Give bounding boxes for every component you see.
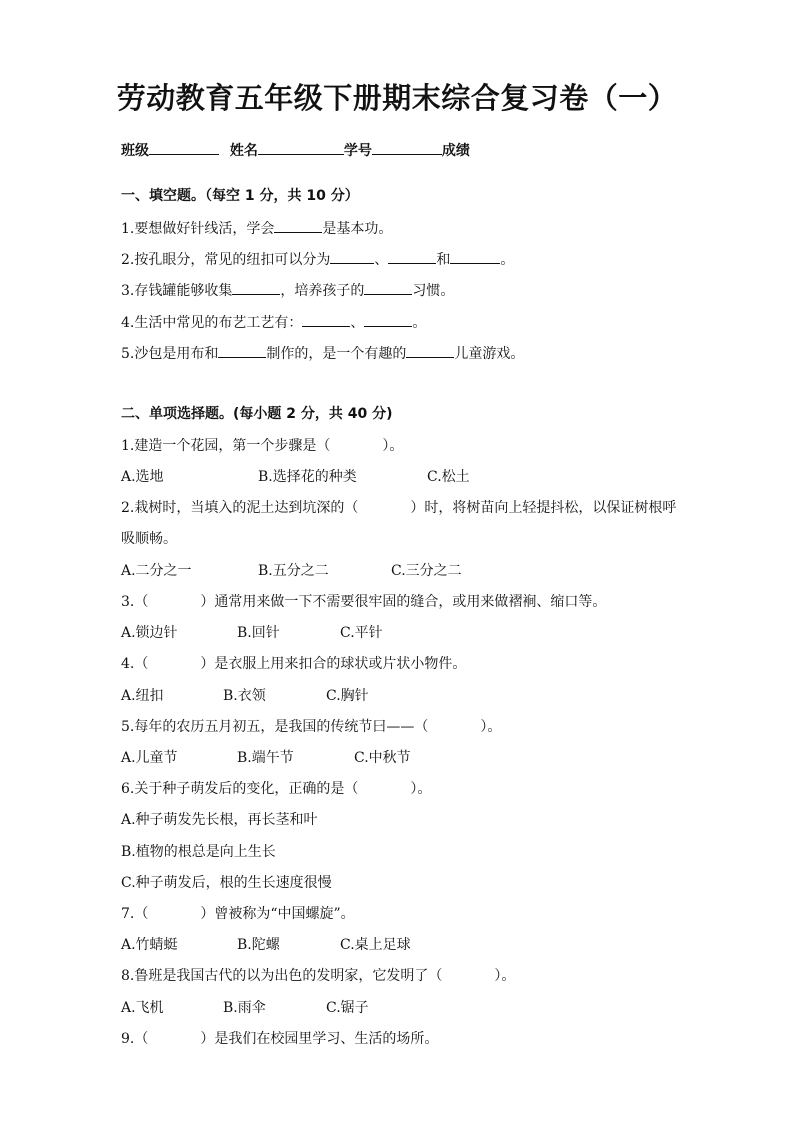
class-blank[interactable] — [149, 140, 219, 155]
option-c[interactable]: C.种子萌发后，根的生长速度很慢 — [121, 875, 332, 891]
answer-blank[interactable] — [274, 218, 322, 233]
question-text: 习惯。 — [412, 283, 455, 299]
question-text: 4.（ — [121, 656, 149, 672]
question-text: 儿童游戏。 — [454, 346, 525, 362]
option-c[interactable]: C.平针 — [340, 625, 383, 641]
question-continuation: 吸顺畅。 — [121, 531, 177, 547]
fill-question-4 — [121, 312, 734, 333]
answer-blank[interactable] — [406, 343, 454, 358]
option-b[interactable]: B.回针 — [237, 625, 280, 641]
question-text: ）曾被称为“中国螺旋”。 — [200, 906, 355, 922]
score-label: 成绩 — [441, 143, 470, 159]
option-b[interactable]: B.五分之二 — [258, 563, 329, 579]
choice-question-5 — [121, 717, 734, 737]
class-label: 班级 — [121, 143, 149, 159]
separator: 和 — [436, 252, 451, 268]
question-text: 3.存钱罐能够收集 — [121, 283, 233, 299]
question-text: ）时，将树苗向上轻提抖松，以保证树根呼 — [410, 500, 677, 516]
question-text: 6.关于种子萌发后的变化，正确的是（ — [121, 781, 359, 797]
question-text: ）。 — [410, 781, 432, 797]
question-text: 是基本功。 — [322, 221, 393, 237]
question-text: ）。 — [382, 438, 404, 454]
question-text: 2.栽树时，当填入的泥土达到坑深的（ — [121, 500, 359, 516]
question-text: 1.建造一个花园，第一个步骤是（ — [121, 438, 331, 454]
option-c[interactable]: C.胸针 — [326, 688, 369, 704]
answer-blank[interactable] — [302, 312, 350, 327]
answer-blank[interactable] — [388, 249, 436, 264]
option-a[interactable]: A.锁边针 — [121, 625, 178, 641]
question-text: 2.按孔眼分，常见的纽扣可以分为 — [121, 252, 331, 268]
option-b[interactable]: B.植物的根总是向上生长 — [121, 844, 276, 860]
option-c[interactable]: C.中秋节 — [354, 750, 411, 766]
punctuation: 。 — [500, 252, 515, 268]
option-b[interactable]: B.陀螺 — [237, 937, 280, 953]
student-info-line — [121, 140, 734, 161]
answer-blank[interactable] — [450, 249, 500, 264]
section2-heading: 二、单项选择题。(每小题 2 分，共 40 分) — [121, 406, 393, 422]
section1-heading: 一、填空题。（每空 1 分，共 10 分） — [121, 188, 359, 204]
option-b[interactable]: B.雨伞 — [223, 1000, 266, 1016]
question-text: 4.生活中常见的布艺工艺有： — [121, 315, 303, 331]
option-a[interactable]: A.二分之一 — [121, 563, 192, 579]
question-text: 制作的，是一个有趣的 — [266, 346, 407, 362]
option-b[interactable]: B.端午节 — [237, 750, 294, 766]
choice-question-4 — [121, 654, 734, 674]
choice-question-2 — [121, 498, 734, 518]
choice-question-8 — [121, 966, 734, 986]
id-blank[interactable] — [372, 140, 442, 155]
punctuation: 。 — [412, 315, 427, 331]
question-text: 1.要想做好针线活，学会 — [121, 221, 275, 237]
option-a[interactable]: A.儿童节 — [121, 750, 178, 766]
page-title: 劳动教育五年级下册期末综合复习卷（一） — [116, 81, 678, 115]
id-label: 学号 — [343, 143, 372, 159]
question-text: 5.每年的农历五月初五，是我国的传统节曰——（ — [121, 719, 429, 735]
name-label: 姓名 — [229, 143, 258, 159]
option-b[interactable]: B.选择花的种类 — [258, 469, 357, 485]
option-c[interactable]: C.松土 — [427, 469, 470, 485]
question-text: 3.（ — [121, 594, 149, 610]
option-c[interactable]: C.三分之二 — [391, 563, 462, 579]
fill-question-2 — [121, 249, 734, 270]
separator: 、 — [350, 315, 365, 331]
question-text: ）。 — [494, 968, 516, 984]
answer-blank[interactable] — [364, 312, 412, 327]
answer-blank[interactable] — [330, 249, 374, 264]
option-c[interactable]: C.锯子 — [326, 1000, 369, 1016]
question-text: ）。 — [480, 719, 502, 735]
fill-question-1 — [121, 218, 734, 239]
answer-blank[interactable] — [364, 280, 412, 295]
choice-question-1 — [121, 436, 734, 456]
option-a[interactable]: A.种子萌发先长根，再长茎和叶 — [121, 812, 318, 828]
name-blank[interactable] — [258, 140, 344, 155]
option-a[interactable]: A.竹蜻蜓 — [121, 937, 178, 953]
question-text: ）是我们在校园里学习、生活的场所。 — [200, 1031, 439, 1047]
fill-question-5 — [121, 343, 734, 364]
option-a[interactable]: A.选地 — [121, 469, 164, 485]
choice-question-9 — [121, 1029, 734, 1049]
fill-question-3 — [121, 280, 734, 301]
question-text: 8.鲁班是我国古代的以为出色的发明家，它发明了（ — [121, 968, 443, 984]
choice-question-7 — [121, 904, 734, 924]
choice-question-3 — [121, 592, 734, 612]
question-text: ，培养孩子的 — [280, 283, 365, 299]
answer-blank[interactable] — [232, 280, 280, 295]
question-text: ）是衣服上用来扣合的球状或片状小物件。 — [200, 656, 467, 672]
question-text: ）通常用来做一下不需要很牢固的缝合，或用来做褶裥、缩口等。 — [200, 594, 607, 610]
option-a[interactable]: A.纽扣 — [121, 688, 164, 704]
option-b[interactable]: B.衣领 — [223, 688, 266, 704]
option-c[interactable]: C.桌上足球 — [340, 937, 411, 953]
option-a[interactable]: A.飞机 — [121, 1000, 164, 1016]
question-text: 7.（ — [121, 906, 149, 922]
question-text: 5.沙包是用布和 — [121, 346, 219, 362]
answer-blank[interactable] — [218, 343, 266, 358]
question-text: 9.（ — [121, 1031, 149, 1047]
separator: 、 — [374, 252, 389, 268]
choice-question-6 — [121, 779, 734, 799]
